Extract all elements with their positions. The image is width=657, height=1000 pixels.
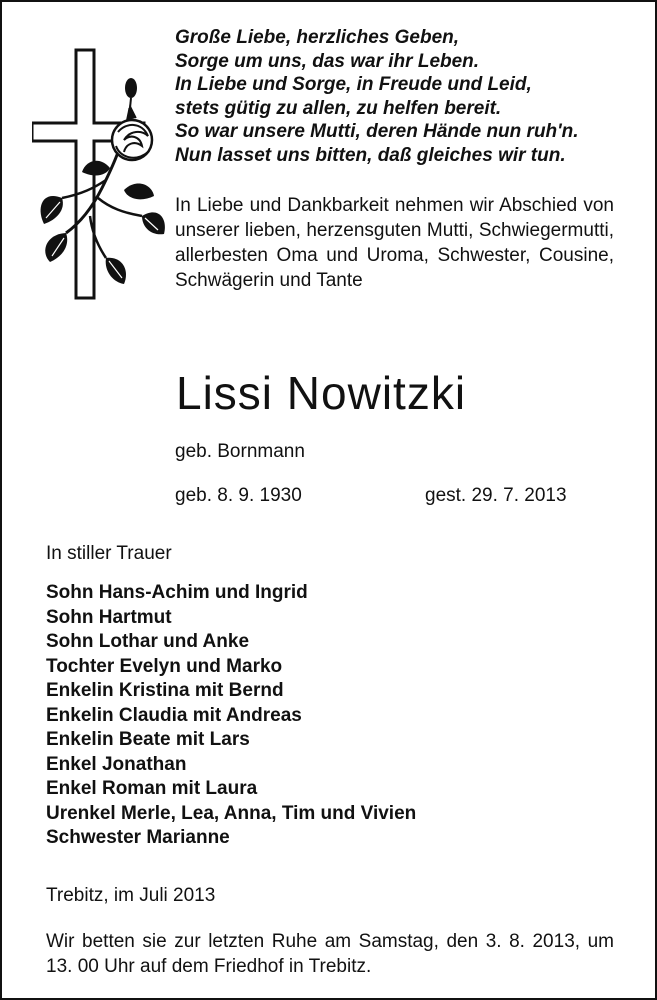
mourner-item: Enkelin Claudia mit Andreas <box>46 704 302 726</box>
funeral-announcement: Wir betten sie zur letzten Ruhe am Samstag, den 3. 8. 2013, um 13. 00 Uhr auf dem Friedhof in Trebitz. <box>46 931 614 977</box>
mourners-list <box>46 581 416 851</box>
deceased-name: Lissi Nowitzki <box>176 367 467 419</box>
mourner-item: Enkelin Kristina mit Bernd <box>46 680 284 701</box>
cross-with-rose-icon <box>32 48 167 303</box>
poem-line: Nun lasset uns bitten, daß gleiches wir tun. <box>175 144 566 166</box>
mourner-item: Enkelin Beate mit Lars <box>46 729 250 750</box>
poem-line: Sorge um uns, das war ihr Leben. <box>175 50 480 72</box>
mourner-item: Enkel Jonathan <box>46 753 187 775</box>
farewell-paragraph: In Liebe und Dankbarkeit nehmen wir Abschied von unserer lieben, herzensguten Mutti, Schwiegermutti, allerbesten Oma und Uroma, Schwester, Cousine, Schwägerin und Tante <box>175 195 614 291</box>
mourner-item: Sohn Hans-Achim und Ingrid <box>46 582 308 603</box>
birth-date: geb. 8. 9. 1930 <box>175 485 302 506</box>
mourner-item: Tochter Evelyn und Marko <box>46 655 283 677</box>
poem-line: So war unsere Mutti, deren Hände nun ruh'n. <box>175 121 579 143</box>
mourner-item: Enkel Roman mit Laura <box>46 778 258 799</box>
poem-line: stets gütig zu allen, zu helfen bereit. <box>175 97 502 119</box>
mourner-item: Schwester Marianne <box>46 827 230 848</box>
mourning-heading: In stiller Trauer <box>46 543 172 564</box>
mourner-item: Sohn Lothar und Anke <box>46 631 250 652</box>
place-and-date: Trebitz, im Juli 2013 <box>46 885 216 906</box>
poem-line: Große Liebe, herzliches Geben, <box>175 27 460 48</box>
mourner-item: Sohn Hartmut <box>46 606 172 628</box>
mourner-item: Urenkel Merle, Lea, Anna, Tim und Vivien <box>46 802 417 824</box>
death-date: gest. 29. 7. 2013 <box>425 485 567 506</box>
memorial-poem <box>175 26 645 168</box>
poem-line: In Liebe und Sorge, in Freude und Leid, <box>175 74 532 96</box>
maiden-name: geb. Bornmann <box>175 441 305 462</box>
